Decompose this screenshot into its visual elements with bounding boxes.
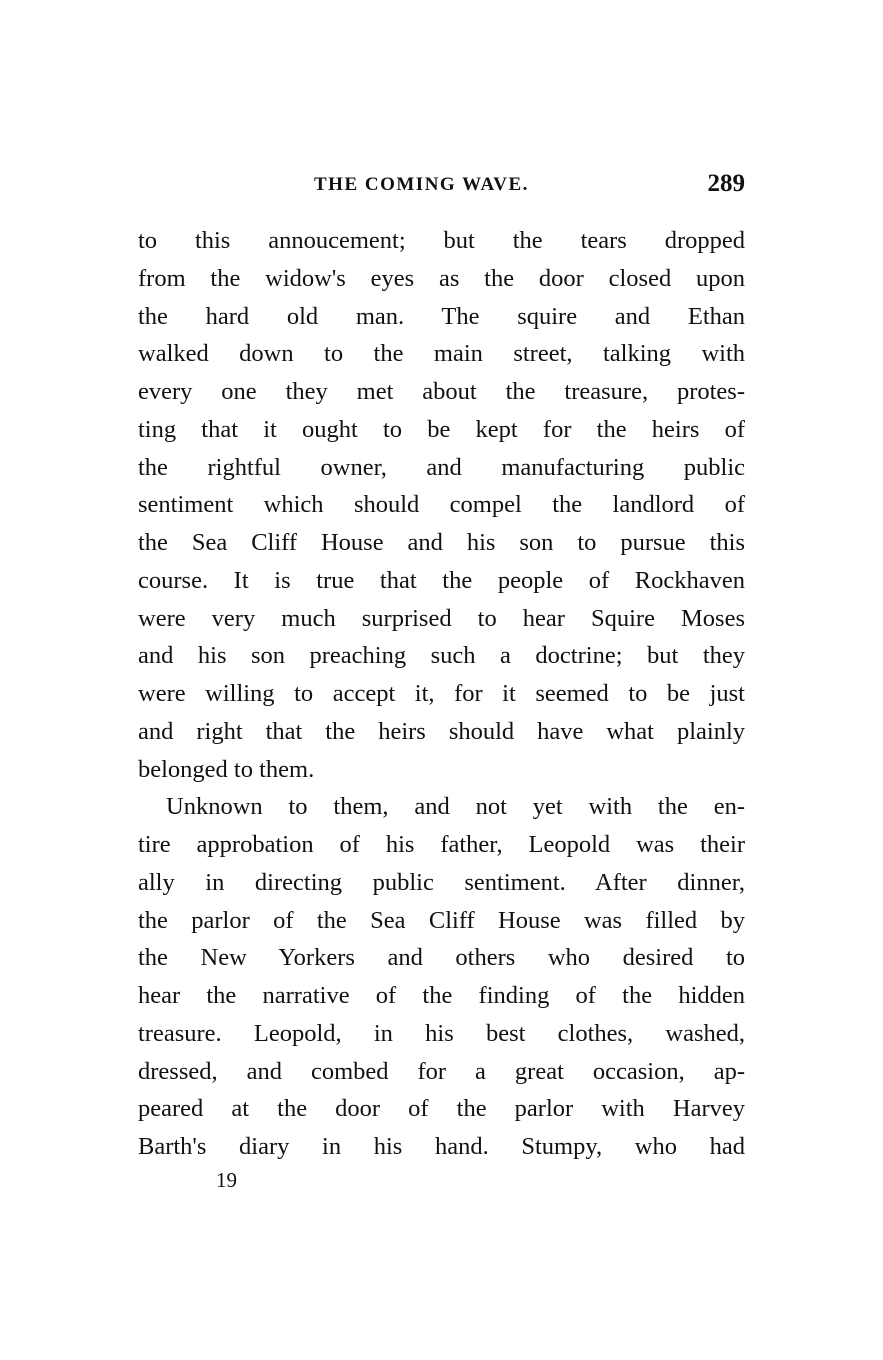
text-line: the New Yorkers and others who desired to	[138, 944, 745, 972]
text-line: and his son preaching such a doctrine; but they	[138, 642, 745, 670]
text-line: dressed, and combed for a great occasion, ap-	[138, 1057, 745, 1085]
text-line: to this annoucement; but the tears dropped	[138, 227, 745, 254]
text-line: every one they met about the treasure, protes-	[138, 378, 745, 405]
running-title: THE COMING WAVE.	[314, 174, 529, 195]
paragraph	[138, 788, 745, 1166]
text-line: and right that the heirs should have what plainly	[138, 717, 745, 745]
body-text	[138, 222, 745, 1166]
text-line: Barth's diary in his hand. Stumpy, who had	[138, 1133, 745, 1160]
running-head	[140, 170, 745, 200]
text-line: tire approbation of his father, Leopold was their	[138, 831, 745, 858]
text-line: peared at the door of the parlor with Harvey	[138, 1095, 745, 1123]
signature-mark: 19	[216, 1168, 237, 1192]
text-line: the Sea Cliff House and his son to pursue this	[138, 529, 745, 556]
text-line: the rightful owner, and manufacturing public	[138, 453, 745, 481]
paragraph	[138, 222, 745, 788]
text-line: course. It is true that the people of Rockhaven	[138, 566, 745, 594]
text-line: the hard old man. The squire and Ethan	[138, 302, 745, 330]
text-line: treasure. Leopold, in his best clothes, washed,	[138, 1019, 745, 1047]
text-line: belonged to them.	[138, 755, 315, 783]
text-line: from the widow's eyes as the door closed upon	[138, 264, 745, 292]
text-line: ally in directing public sentiment. After dinner,	[138, 868, 745, 896]
text-line: the parlor of the Sea Cliff House was filled by	[138, 906, 745, 934]
page-number: 289	[707, 170, 745, 197]
text-line: were willing to accept it, for it seemed to be just	[138, 680, 745, 707]
text-line: ting that it ought to be kept for the heirs of	[138, 415, 745, 443]
text-line: sentiment which should compel the landlord of	[138, 491, 745, 519]
text-line: Unknown to them, and not yet with the en-	[166, 793, 745, 821]
text-line: walked down to the main street, talking with	[138, 340, 745, 368]
text-line: were very much surprised to hear Squire Moses	[138, 604, 745, 632]
text-line: hear the narrative of the finding of the hidden	[138, 982, 745, 1009]
